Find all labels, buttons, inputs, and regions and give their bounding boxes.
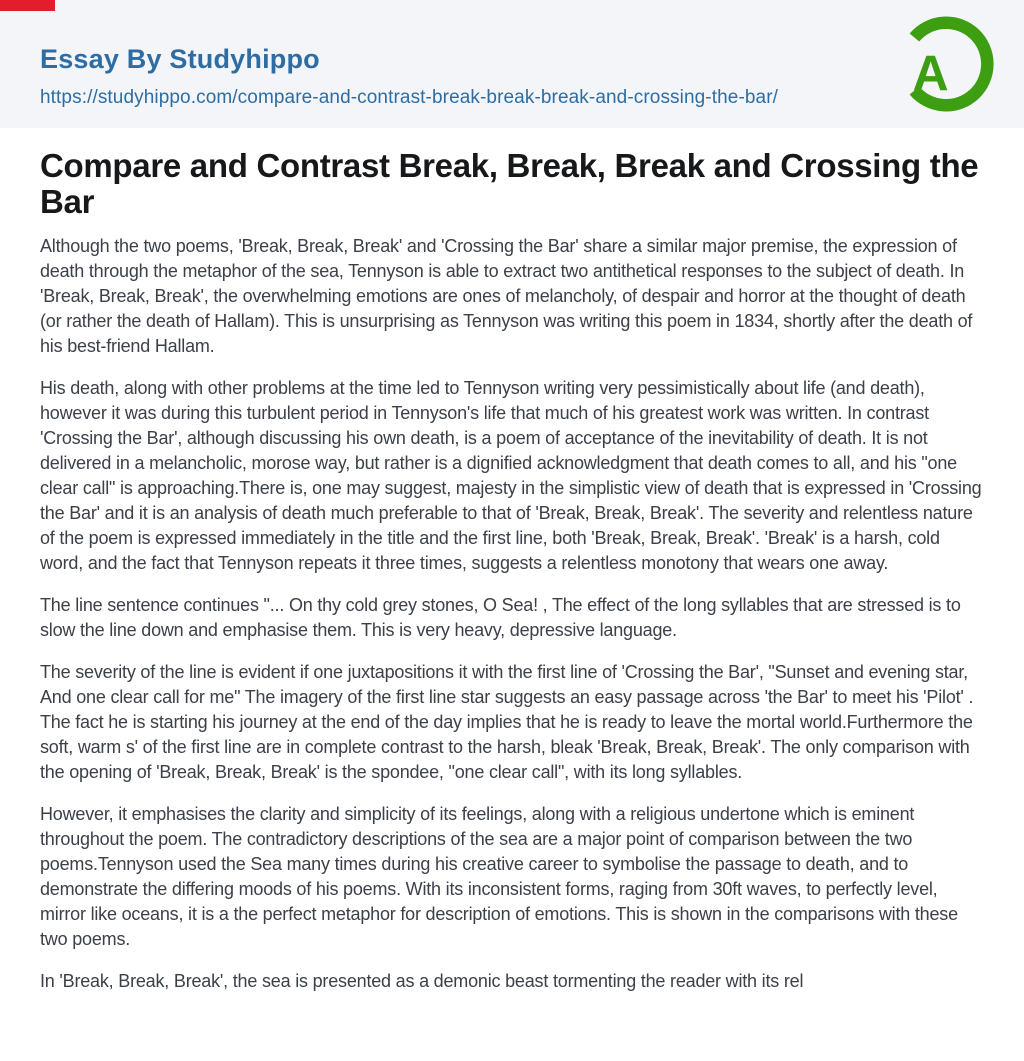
- essay-paragraph: His death, along with other problems at the time led to Tennyson writing very pessimistically about life (and death), however it was during this turbulent period in Tennyson's life that much of his greatest work was written. In contrast 'Crossing the Bar', although discussing his own death, is a poem of acceptance of the inevitability of death. It is not delivered in a melancholic, morose way, but rather is a dignified acknowledgment that death comes to all, and his "one clear call" is approaching.There is, one may suggest, majesty in the simplistic view of death that is expressed in 'Crossing the Bar' and it is an analysis of death much preferable to that of 'Break, Break, Break'. The severity and relentless nature of the poem is expressed immediately in the title and the first line, both 'Break, Break, Break'. 'Break' is a harsh, cold word, and the fact that Tennyson repeats it three times, suggests a relentless monotony that wears one away.: [40, 378, 982, 573]
- site-title: Essay By Studyhippo: [40, 44, 320, 74]
- essay-paragraph: The line sentence continues "... On thy cold grey stones, O Sea! , The effect of the long syllables that are stressed is to slow the line down and emphasise them. This is very heavy, depressive language.: [40, 595, 961, 640]
- source-url-link[interactable]: https://studyhippo.com/compare-and-contrast-break-break-break-and-crossing-the-bar/: [40, 87, 779, 108]
- essay-paragraph: However, it emphasises the clarity and simplicity of its feelings, along with a religious undertone which is eminent throughout the poem. The contradictory descriptions of the sea are a major point of comparison between the two poems.Tennyson used the Sea many times during his creative career to symbolise the passage to death, and to demonstrate the differing moods of his poems. With its inconsistent forms, raging from 30ft waves, to perfectly level, mirror like oceans, it is a the perfect metaphor for description of emotions. This is shown in the comparisons with these two poems.: [40, 804, 958, 949]
- essay-paragraph: In 'Break, Break, Break', the sea is presented as a demonic beast tormenting the reader with its rel: [40, 971, 804, 991]
- essay-paragraph: Although the two poems, 'Break, Break, Break' and 'Crossing the Bar' share a similar major premise, the expression of death through the metaphor of the sea, Tennyson is able to extract two antithetical responses to the subject of death. In 'Break, Break, Break', the overwhelming emotions are ones of melancholy, of despair and horror at the thought of death (or rather the death of Hallam). This is unsurprising as Tennyson was writing this poem in 1834, shortly after the death of his best-friend Hallam.: [40, 236, 973, 356]
- essay-title: Compare and Contrast Break, Break, Break and Crossing the Bar: [40, 147, 979, 220]
- logo-letter: A: [912, 45, 949, 102]
- essay-paragraph: The severity of the line is evident if one juxtapositions it with the first line of 'Crossing the Bar', "Sunset and evening star, And one clear call for me" The imagery of the first line star suggests an easy passage across 'the Bar' to meet his 'Pilot' . The fact he is starting his journey at the end of the day implies that he is ready to leave the mortal world.Furthermore the soft, warm s' of the first line are in complete contrast to the harsh, bleak 'Break, Break, Break'. The only comparison with the opening of 'Break, Break, Break' is the spondee, "one clear call", with its long syllables.: [40, 662, 974, 782]
- studyhippo-logo: [898, 16, 994, 112]
- essay-body: [40, 234, 985, 994]
- essay-content: [0, 148, 1024, 994]
- studyhippo-logo-icon: [898, 16, 994, 112]
- screen-recording-indicator-bar: [0, 0, 55, 11]
- page-header: [0, 0, 1024, 128]
